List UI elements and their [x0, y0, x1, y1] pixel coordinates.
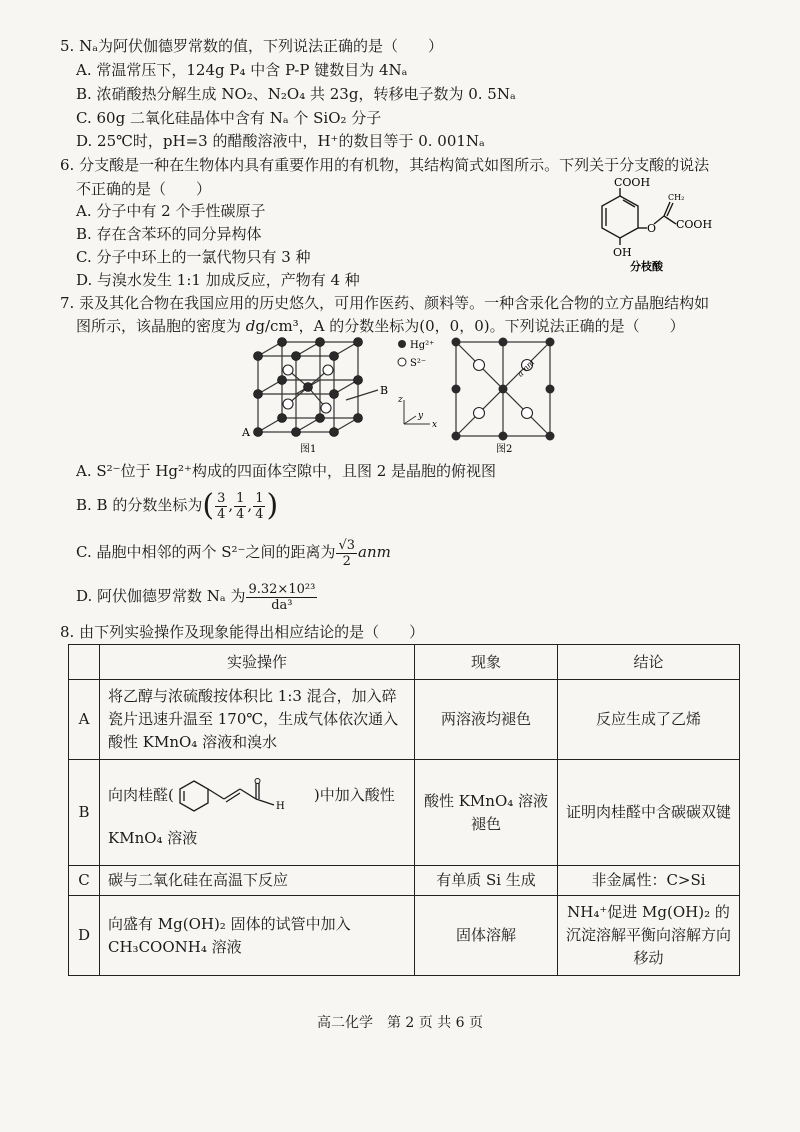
q5-option-b: B. 浓硝酸热分解生成 NO₂、N₂O₄ 共 23g，转移电子数为 0. 5Nₐ — [76, 85, 516, 103]
distance-fraction — [336, 538, 357, 569]
row-label: A — [69, 680, 100, 760]
q7-option-b: B. B 的分数坐标为( $\frac{3}{4}$ , $\frac{1}{4}$ , $\frac{1}{4}$ ) — [76, 488, 279, 523]
header-blank — [69, 645, 100, 680]
row-label: C — [69, 866, 100, 896]
hg-legend-marker — [398, 340, 406, 348]
density-variable: d — [245, 317, 256, 335]
header-phenomenon: 现象 — [415, 645, 558, 680]
page-footer: 高二化学 第 2 页 共 6 页 — [316, 1015, 484, 1031]
q7-stem-line2 — [76, 316, 685, 336]
row-conclusion: 非金属性：C>Si — [558, 866, 740, 896]
row-phenomenon: 有单质 Si 生成 — [415, 866, 558, 896]
q7-stem-line1: 7. 汞及其化合物在我国应用的历史悠久，可用作医药、颜料等。一种含汞化合物的立方晶胞结构如 — [60, 294, 710, 312]
q7-option-d-text: D. 阿伏伽德罗常数 Nₐ 为 — [76, 587, 246, 605]
q7-option-c — [76, 537, 391, 569]
table-row — [69, 866, 740, 896]
header-conclusion: 结论 — [558, 645, 740, 680]
frac-y-den: 4 — [236, 506, 245, 522]
q6-option-b: B. 存在含苯环的同分异构体 — [76, 225, 262, 243]
q8-stem: 8. 由下列实验操作及现象能得出相应结论的是（ ） — [60, 623, 425, 641]
legend-hg-text: Hg²⁺ — [410, 340, 435, 351]
frac-x — [215, 491, 227, 522]
fig2-length-label: a nm — [515, 357, 537, 379]
q7-option-a: A. S²⁻位于 Hg²⁺构成的四面体空隙中，且图 2 是晶胞的俯视图 — [76, 462, 497, 480]
distance-num: √3 — [338, 537, 356, 553]
oh-label: OH — [613, 246, 632, 259]
crystal-legend — [394, 336, 446, 372]
label-a: A — [242, 426, 250, 439]
q5-option-c: C. 60g 二氧化硅晶体中含有 Nₐ 个 SiO₂ 分子 — [76, 109, 382, 127]
label-b: B — [380, 384, 389, 397]
q7-stem-part1: 图所示，该晶胞的密度为 — [76, 317, 246, 335]
distance-unit: anm — [358, 543, 391, 561]
row-conclusion: NH₄⁺促进 Mg(OH)₂ 的沉淀溶解平衡向溶解方向移动 — [558, 896, 740, 976]
op-prefix: 向肉桂醛( — [108, 785, 174, 804]
cinnamaldehyde-line — [108, 776, 406, 815]
row-phenomenon: 固体溶解 — [415, 896, 558, 976]
row-phenomenon: 酸性 KMnO₄ 溶液褪色 — [415, 760, 558, 866]
cooh-top-label: COOH — [614, 176, 651, 189]
paren-left: ( — [202, 488, 215, 523]
avogadro-fraction — [246, 582, 317, 613]
row-phenomenon: 两溶液均褪色 — [415, 680, 558, 760]
q5-option-d: D. 25℃时，pH=3 的醋酸溶液中，H⁺的数目等于 0. 001Nₐ — [76, 132, 485, 150]
legend-s-text: S²⁻ — [410, 358, 427, 369]
q6-option-d: D. 与溴水发生 1:1 加成反应，产物有 4 种 — [76, 271, 360, 289]
unit-cell-figure-2 — [444, 334, 564, 454]
q7-option-d — [76, 580, 318, 613]
avogadro-den: da³ — [271, 597, 293, 613]
q7-option-c-text: C. 晶胞中相邻的两个 S²⁻之间的距离为 — [76, 543, 336, 561]
q5-stem: 5. Nₐ为阿伏伽德罗常数的值，下列说法正确的是（ ） — [60, 37, 443, 55]
cooh-right-label: COOH — [676, 218, 713, 231]
ch2-label: CH₂ — [668, 193, 685, 202]
op-line2: KMnO₄ 溶液 — [108, 828, 198, 847]
table-header-row — [69, 645, 740, 680]
frac-x-num: 3 — [217, 490, 226, 506]
row-label: B — [69, 760, 100, 866]
aldehyde-h-label: H — [275, 800, 285, 812]
distance-den: 2 — [342, 553, 351, 569]
row-label: D — [69, 896, 100, 976]
row-operation: 碳与二氧化硅在高温下反应 — [100, 866, 415, 896]
cinnamaldehyde-structure — [174, 777, 314, 815]
s-legend-marker — [398, 358, 406, 366]
q7-option-b-text: B. B 的分数坐标为 — [76, 496, 203, 514]
op-suffix: )中加入酸性 — [313, 785, 395, 804]
q6-stem-line1: 6. 分支酸是一种在生物体内具有重要作用的有机物，其结构简式如图所示。下列关于分支酸的说法 — [60, 156, 710, 174]
frac-y — [234, 491, 246, 522]
fig2-caption: 图2 — [496, 444, 513, 454]
row-conclusion: 证明肉桂醛中含碳碳双键 — [558, 760, 740, 866]
axis-x-label: x — [432, 420, 438, 430]
row-operation: 向盛有 Mg(OH)₂ 固体的试管中加入 CH₃COONH₄ 溶液 — [100, 896, 415, 976]
experiment-table — [68, 644, 740, 976]
q7-stem-part2: g/cm³，A 的分数坐标为(0，0，0)。下列说法正确的是（ ） — [255, 317, 685, 335]
frac-y-num: 1 — [236, 490, 245, 506]
q6-option-a: A. 分子中有 2 个手性碳原子 — [76, 202, 266, 220]
frac-x-den: 4 — [217, 506, 226, 522]
row-operation: 将乙醇与浓硫酸按体积比 1:3 混合，加入碎瓷片迅速升温至 170℃，生成气体依次通入酸性 KMnO₄ 溶液和溴水 — [100, 680, 415, 760]
structure-caption: 分枝酸 — [630, 260, 663, 272]
axis-z-label: z — [398, 395, 403, 405]
row-operation — [100, 760, 415, 866]
axis-y-label: y — [418, 411, 424, 421]
table-row — [69, 760, 740, 866]
chorismic-acid-structure — [590, 172, 730, 272]
paren-right: ) — [266, 488, 279, 523]
row-conclusion: 反应生成了乙烯 — [558, 680, 740, 760]
coordinate-axes — [394, 392, 440, 432]
frac-z-num: 1 — [255, 490, 264, 506]
fig1-caption: 图1 — [300, 444, 317, 454]
header-operation: 实验操作 — [100, 645, 415, 680]
table-row — [69, 680, 740, 760]
frac-z — [253, 491, 265, 522]
table-row — [69, 896, 740, 976]
frac-z-den: 4 — [255, 506, 264, 522]
q5-option-a: A. 常温常压下，124g P₄ 中含 P-P 键数目为 4Nₐ — [76, 61, 408, 79]
q6-option-c: C. 分子中环上的一氯代物只有 3 种 — [76, 248, 311, 266]
avogadro-num: 9.32×10²³ — [248, 581, 316, 597]
q6-stem-line2: 不正确的是（ ） — [76, 180, 212, 198]
ether-o-label: O — [647, 222, 657, 235]
